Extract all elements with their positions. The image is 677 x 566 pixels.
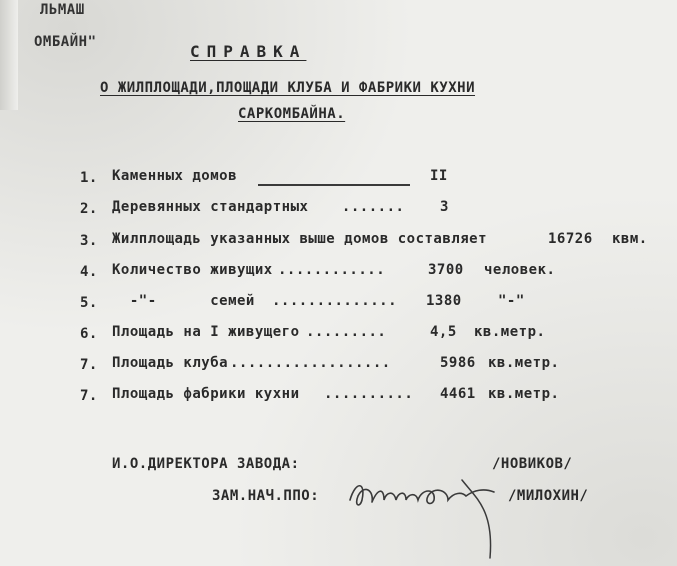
- item-unit: квм.: [612, 231, 648, 247]
- item-label: Каменных домов: [112, 168, 238, 184]
- item-unit: человек.: [484, 262, 556, 278]
- item-number: 1.: [80, 170, 98, 186]
- header-line-1: ЛЬМАШ: [40, 2, 85, 18]
- item-value: 4,5: [430, 324, 457, 340]
- item-leader-dots: ..............: [272, 293, 398, 309]
- signature-role: И.О.ДИРЕКТОРА ЗАВОДА:: [112, 456, 300, 472]
- item-label: -"- семей: [112, 293, 255, 309]
- item-label: Площадь клуба: [112, 355, 229, 371]
- document-subtitle-line-2: САРКОМБАЙНА.: [238, 106, 346, 122]
- item-number: 6.: [80, 326, 98, 342]
- item-value: 4461: [440, 386, 476, 402]
- item-value: 3700: [428, 262, 464, 278]
- item-number: 4.: [80, 264, 98, 280]
- handwritten-signature: [344, 470, 514, 562]
- item-label: Жилплощадь указанных выше домов составляет: [112, 231, 488, 247]
- header-line-2: ОМБАЙН": [34, 34, 97, 50]
- document-subtitle-line-1: О ЖИЛПЛОЩАДИ,ПЛОЩАДИ КЛУБА И ФАБРИКИ КУХНИ: [100, 80, 476, 96]
- item-leader-dots: ..................: [230, 355, 391, 371]
- item-label: Площадь на I живущего: [112, 324, 300, 340]
- signature-role: ЗАМ.НАЧ.ППО:: [212, 488, 320, 504]
- item-value: 1380: [426, 293, 462, 309]
- item-number: 5.: [80, 295, 98, 311]
- item-leader-dots: .......: [333, 199, 405, 215]
- item-number: 3.: [80, 233, 98, 249]
- signature-name: /НОВИКОВ/: [492, 456, 573, 472]
- signature-name: /МИЛОХИН/: [508, 488, 589, 504]
- item-value: 16726: [548, 231, 593, 247]
- item-unit: кв.метр.: [488, 355, 560, 371]
- item-number: 7.: [80, 388, 98, 404]
- item-number: 7.: [80, 357, 98, 373]
- item-value: 3: [440, 199, 449, 215]
- item-label: Площадь фабрики кухни: [112, 386, 300, 402]
- item-label: Количество живущих: [112, 262, 273, 278]
- item-unit: "-": [498, 293, 525, 309]
- item-number: 2.: [80, 201, 98, 217]
- item-leader-dots: ............: [278, 262, 386, 278]
- item-unit: кв.метр.: [488, 386, 560, 402]
- item-leader-dots: .........: [306, 324, 387, 340]
- item-leader-dots: ..........: [324, 386, 414, 402]
- item-value: 5986: [440, 355, 476, 371]
- fill-line: [258, 184, 410, 186]
- item-unit: кв.метр.: [474, 324, 546, 340]
- item-value: II: [430, 168, 448, 184]
- page-fold-shadow: [0, 0, 18, 110]
- document-title: СПРАВКА: [190, 42, 307, 61]
- item-label: Деревянных стандартных: [112, 199, 309, 215]
